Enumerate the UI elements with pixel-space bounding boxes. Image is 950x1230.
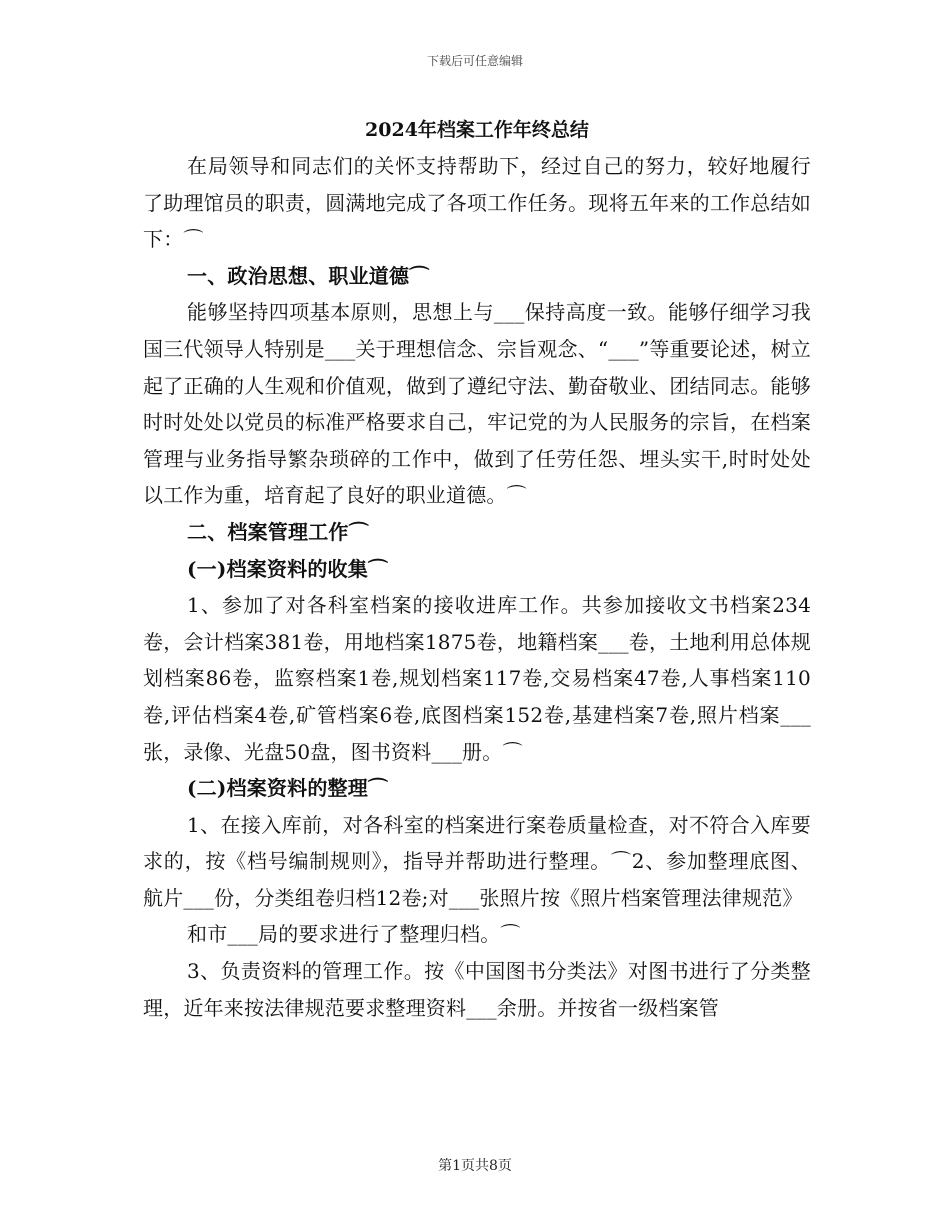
- page-footer: 第1页共8页: [438, 1158, 512, 1174]
- document-body: [143, 112, 811, 1026]
- section-heading-1: 一、政治思想、职业道德⌒: [187, 263, 430, 288]
- organize-paragraph-cont: 和市___局的要求进行了整理归档。⌒: [187, 922, 521, 947]
- organize-paragraph: 1、在接入库前，对各科室的档案进行案卷质量检查，对不符合入库要求的，按《档号编制规则》，指导并帮助进行整理。⌒2、参加整理底图、航片___份，分类组卷归档12卷;对___张照片按《照片档案管理法律规范》: [143, 812, 811, 910]
- section-heading-2: 二、档案管理工作⌒: [187, 519, 369, 544]
- subsection-heading-organize: (二)档案资料的整理⌒: [187, 776, 389, 801]
- document-title: 2024年档案工作年终总结: [365, 119, 589, 141]
- subsection-heading-collection: (一)档案资料的收集⌒: [187, 556, 389, 581]
- politics-paragraph: 能够坚持四项基本原则，思想上与___保持高度一致。能够仔细学习我国三代领导人特别是___关于理想信念、宗旨观念、“___”等重要论述，树立起了正确的人生观和价值观，做到了遵纪守法、勤奋敬业、团结同志。能够时时处处以党员的标准严格要求自己，牢记党的为人民服务的宗旨，在档案管理与业务指导繁杂琐碎的工作中，做到了任劳任怨、埋头实干,时时处处以工作为重，培育起了良好的职业道德。⌒: [143, 300, 811, 508]
- materials-paragraph: 3、负责资料的管理工作。按《中国图书分类法》对图书进行了分类整理，近年来按法律规范要求整理资料___余册。并按省一级档案管: [143, 959, 811, 1020]
- collection-paragraph: 1、参加了对各科室档案的接收进库工作。共参加接收文书档案234卷，会计档案381卷，用地档案1875卷，地籍档案___卷，土地利用总体规划档案86卷，监察档案1卷,规划档案117卷,交易档案47卷,人事档案110卷,评估档案4卷,矿管档案6卷,底图档案152卷,基建档案7卷,照片档案___张，录像、光盘50盘，图书资料___册。⌒: [143, 593, 811, 764]
- intro-paragraph: 在局领导和同志们的关怀支持帮助下，经过自己的努力，较好地履行了助理馆员的职责，圆满地完成了各项工作任务。现将五年来的工作总结如下：⌒: [143, 154, 811, 252]
- page-header: 下载后可任意编辑: [426, 54, 523, 68]
